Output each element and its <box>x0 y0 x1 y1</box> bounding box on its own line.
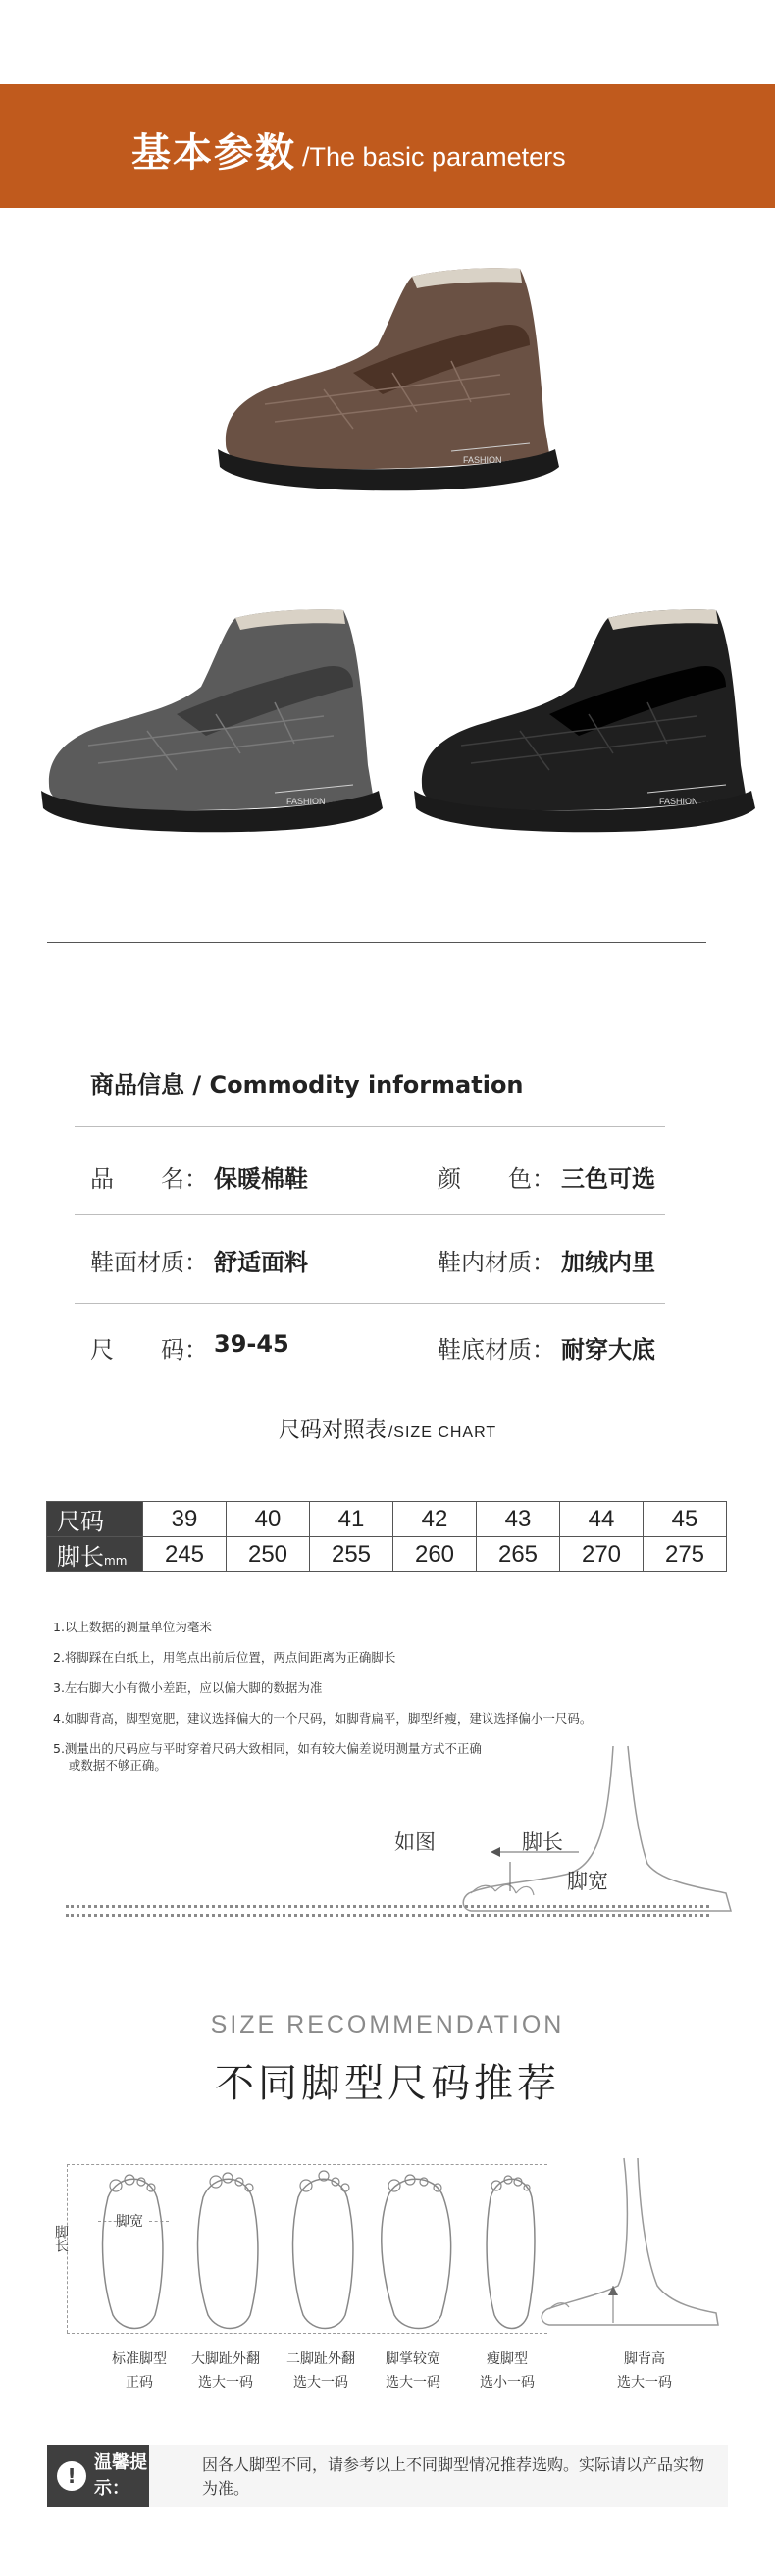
length-row-label <box>47 1537 143 1572</box>
shoe-svg <box>402 598 775 844</box>
length-cell: 275 <box>644 1537 727 1572</box>
foot-type-name: 二脚趾外翻 <box>286 2351 355 2367</box>
foot-outlines <box>103 2179 535 2328</box>
size-cell: 45 <box>644 1502 727 1537</box>
dotted-divider <box>66 1905 709 1917</box>
length-unit: mm <box>104 1554 128 1568</box>
note-item: 3.左右脚大小有微小差距，应以偏大脚的数据为准 <box>53 1680 323 1695</box>
banner-title-zh: 基本参数 <box>131 130 296 176</box>
axis-width-label: 脚宽 <box>116 2214 143 2230</box>
foot-type-rec: 正码 <box>126 2375 153 2391</box>
foot-width-label: 脚宽 <box>567 1870 608 1893</box>
foot-type-rec: 选大一码 <box>617 2375 672 2391</box>
shoe-svg <box>29 598 402 844</box>
info-label-upper: 鞋面材质： <box>90 1249 208 1276</box>
size-cell: 44 <box>560 1502 644 1537</box>
foot-type-rec: 选大一码 <box>386 2375 440 2391</box>
boot-brand-text: FASHION <box>286 797 326 806</box>
foot-type-name: 脚掌较宽 <box>386 2351 440 2367</box>
size-cell: 42 <box>393 1502 477 1537</box>
tip-bar <box>47 2445 728 2507</box>
commodity-heading: 商品信息 / Commodity information <box>90 1071 524 1099</box>
recommendation-title-en: SIZE RECOMMENDATION <box>210 2011 565 2038</box>
banner-title <box>131 122 566 178</box>
note-item: 4.如脚背高，脚型宽肥，建议选择偏大的一个尺码，如脚背扁平，脚型纤瘦，建议选择偏小一尺码。 <box>53 1711 593 1726</box>
length-cell: 270 <box>560 1537 644 1572</box>
shoe-brown-image <box>206 257 579 502</box>
size-row <box>47 1502 727 1537</box>
boot-brand-text: FASHION <box>463 455 502 465</box>
info-divider <box>75 1303 665 1304</box>
foot-type-name: 标准脚型 <box>112 2351 167 2367</box>
foot-type-name: 瘦脚型 <box>487 2351 528 2367</box>
length-label: 脚长 <box>57 1543 104 1571</box>
foot-length-label: 脚长 <box>522 1830 563 1854</box>
parameters-banner <box>0 84 775 208</box>
info-value-upper: 舒适面料 <box>214 1249 308 1276</box>
axis-length-label: 脚长 <box>53 2225 69 2252</box>
size-cell: 39 <box>143 1502 227 1537</box>
info-value-size: 39-45 <box>214 1330 289 1358</box>
info-label-lining: 鞋内材质： <box>438 1249 555 1276</box>
size-chart-title <box>0 1414 775 1444</box>
recommendation-title-zh: 不同脚型尺码推荐 <box>215 2061 560 2106</box>
shoe-svg <box>206 257 579 502</box>
info-label-sole: 鞋底材质： <box>438 1336 555 1364</box>
size-cell: 41 <box>310 1502 393 1537</box>
length-cell: 245 <box>143 1537 227 1572</box>
section-divider <box>47 942 706 943</box>
banner-title-en: /The basic parameters <box>302 142 566 172</box>
note-item: 5.测量出的尺码应与平时穿着尺码大致相同，如有较大偏差说明测量方式不正确 或数据不够正确。 <box>53 1741 482 1773</box>
size-chart-title-en: /SIZE CHART <box>388 1424 497 1441</box>
info-divider <box>75 1126 665 1127</box>
size-chart-title-zh: 尺码对照表 <box>278 1418 387 1443</box>
shoe-gray-image <box>29 598 402 844</box>
foot-as-shown-label: 如图 <box>394 1830 436 1854</box>
foot-type-name: 脚背高 <box>624 2351 665 2367</box>
info-label-size: 尺 码： <box>90 1336 208 1364</box>
length-cell: 260 <box>393 1537 477 1572</box>
info-divider <box>75 1214 665 1215</box>
shoe-black-image <box>402 598 775 844</box>
length-cell: 265 <box>477 1537 560 1572</box>
note-item: 1.以上数据的测量单位为毫米 <box>53 1620 212 1634</box>
info-label-color: 颜 色： <box>438 1165 555 1193</box>
info-value-lining: 加绒内里 <box>561 1249 655 1276</box>
length-cell: 255 <box>310 1537 393 1572</box>
tip-label-box <box>47 2445 149 2507</box>
info-value-color: 三色可选 <box>561 1165 655 1193</box>
length-cell: 250 <box>227 1537 310 1572</box>
exclamation-icon: ! <box>57 2461 86 2491</box>
info-label-name: 品 名： <box>90 1165 208 1193</box>
info-value-sole: 耐穿大底 <box>561 1336 655 1364</box>
foot-type-name: 大脚趾外翻 <box>191 2351 260 2367</box>
tip-text: 因各人脚型不同，请参考以上不同脚型情况推荐选购。实际请以产品实物为准。 <box>202 2455 705 2498</box>
boot-brand-text: FASHION <box>659 797 698 806</box>
size-row-label: 尺码 <box>47 1502 143 1537</box>
size-cell: 43 <box>477 1502 560 1537</box>
size-table <box>46 1501 727 1572</box>
size-cell: 40 <box>227 1502 310 1537</box>
info-value-name: 保暖棉鞋 <box>214 1165 308 1193</box>
length-row <box>47 1537 727 1572</box>
foot-outline-set <box>88 2158 569 2335</box>
foot-type-rec: 选小一码 <box>480 2375 535 2391</box>
foot-type-rec: 选大一码 <box>198 2375 253 2391</box>
foot-type-rec: 选大一码 <box>293 2375 348 2391</box>
note-item: 2.将脚踩在白纸上，用笔点出前后位置，两点间距离为正确脚长 <box>53 1650 396 1665</box>
high-instep-illustration <box>530 2148 726 2335</box>
tip-heading: 温馨提示： <box>94 2452 147 2499</box>
